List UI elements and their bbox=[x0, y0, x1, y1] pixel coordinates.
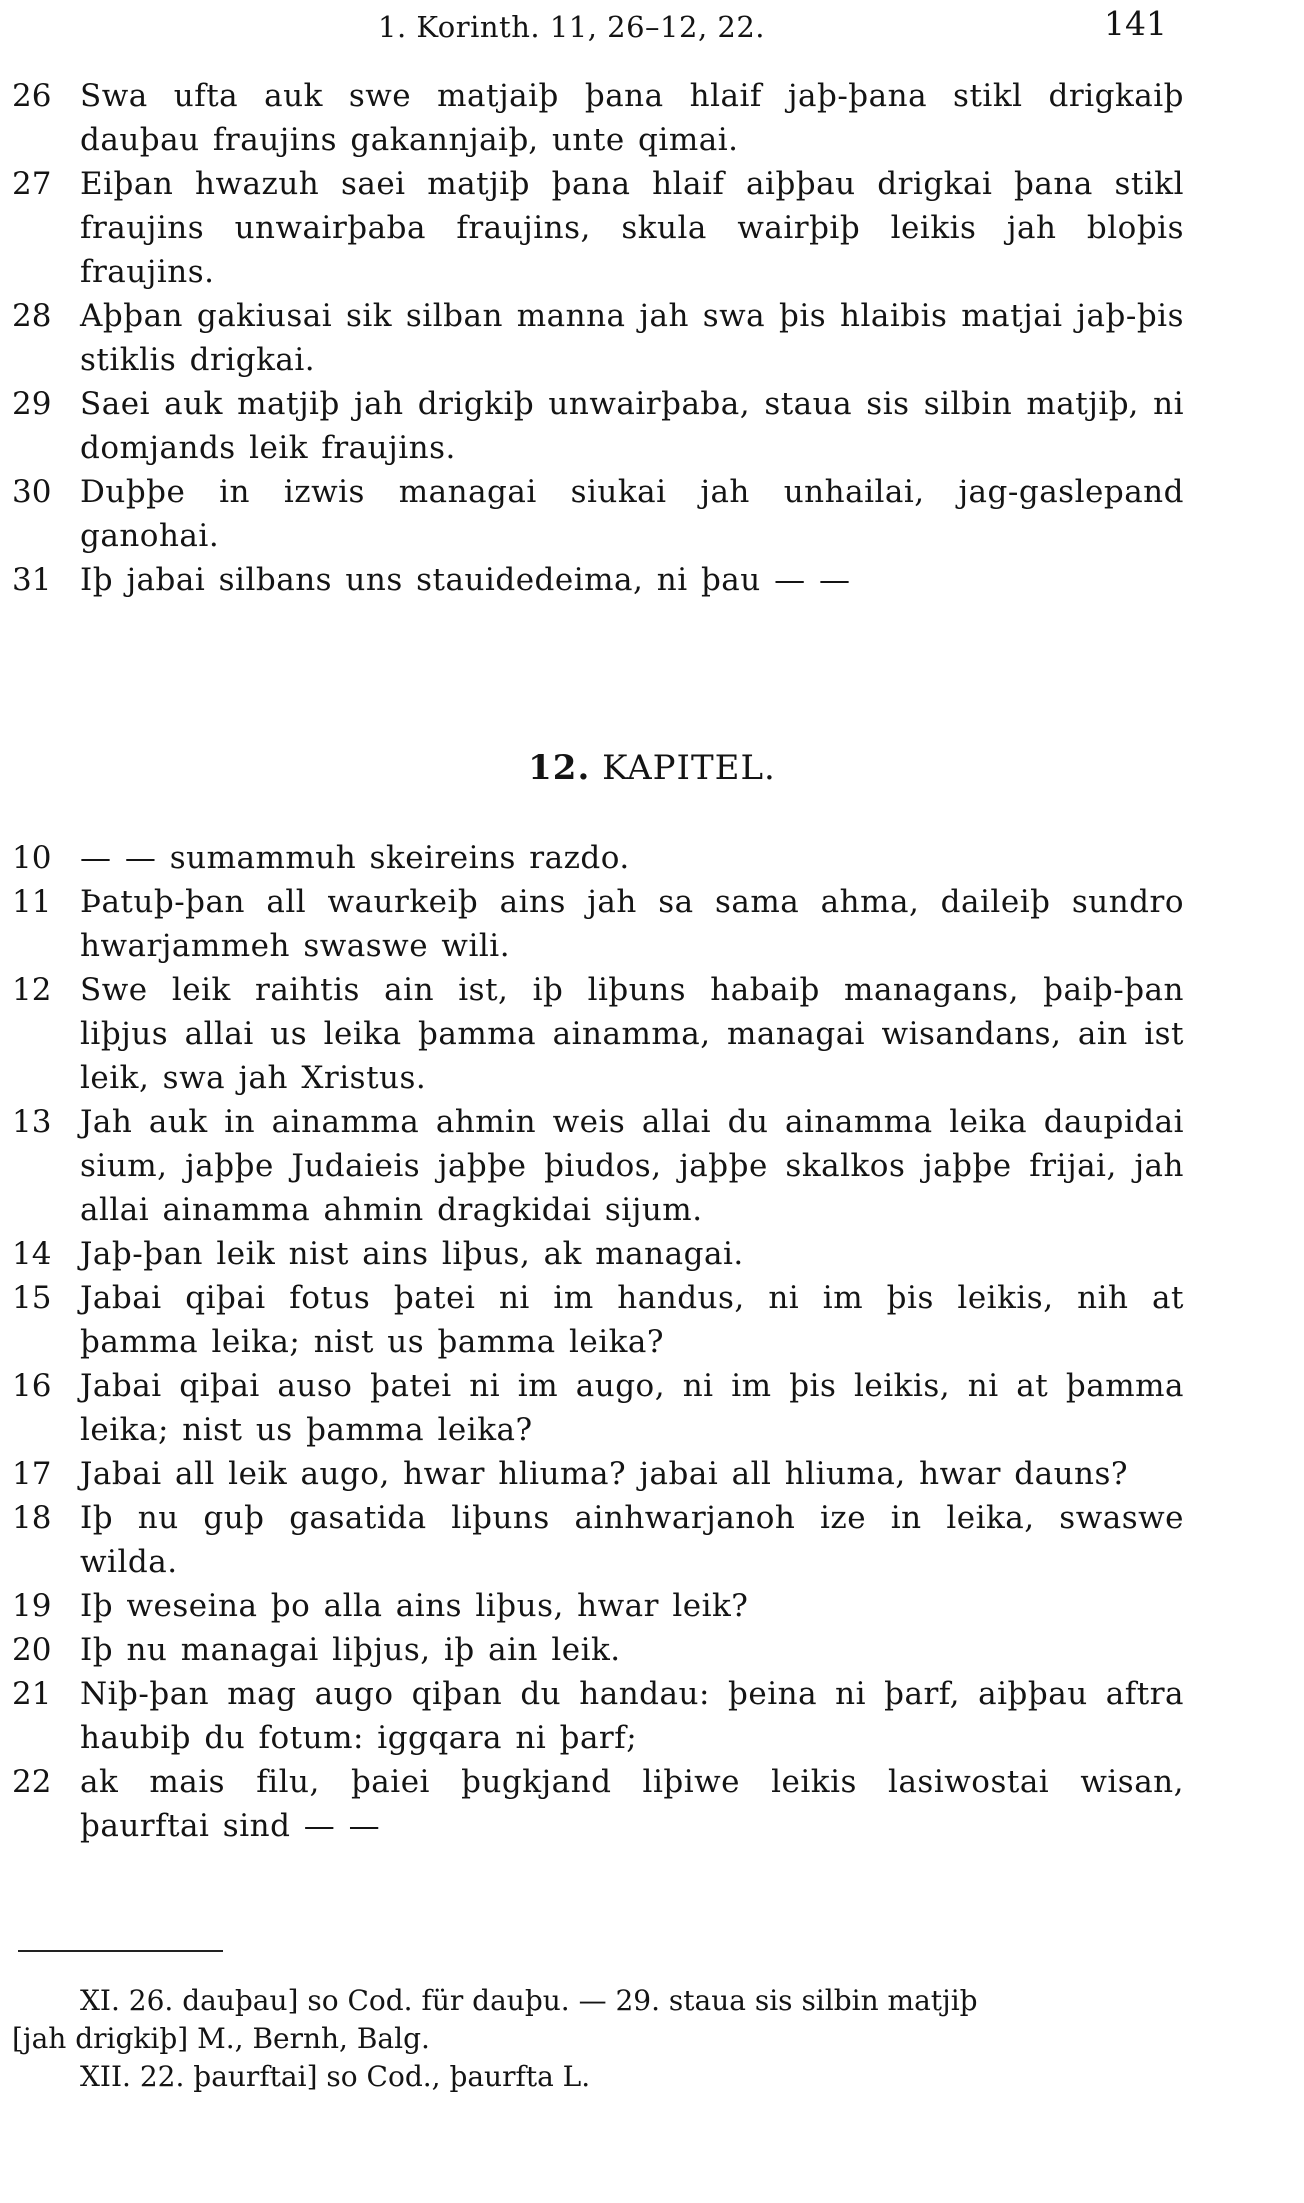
verse-number: 15 bbox=[12, 1280, 52, 1316]
verse bbox=[0, 968, 1304, 1100]
verse bbox=[0, 470, 1304, 558]
verse-number: 12 bbox=[12, 972, 52, 1008]
verse-text: Saei auk matjiþ jah drigkiþ unwairþaba, staua sis silbin matjiþ, ni domjands leik fraujins. bbox=[80, 386, 1184, 466]
verse-number: 29 bbox=[12, 386, 52, 422]
verse-text: Iþ nu guþ gasatida liþuns ainhwarjanoh ize in leika, swaswe wilda. bbox=[80, 1500, 1184, 1580]
verse bbox=[0, 294, 1304, 382]
footnote-divider bbox=[18, 1950, 223, 1952]
verse-text: Swa ufta auk swe matjaiþ þana hlaif jaþ-þana stikl drigkaiþ dauþau fraujins gakannjaiþ, unte qimai. bbox=[80, 78, 1184, 158]
verse-number: 20 bbox=[12, 1632, 52, 1668]
verse-text: Jah auk in ainamma ahmin weis allai du ainamma leika daupidai sium, jaþþe Judaieis jaþþe þiudos, jaþþe skalkos jaþþe frijai, jah allai ainamma ahmin dragkidai sijum. bbox=[80, 1104, 1184, 1228]
verse bbox=[0, 74, 1304, 162]
verse bbox=[0, 1276, 1304, 1364]
verse-text: Jabai qiþai auso þatei ni im augo, ni im þis leikis, ni at þamma leika; nist us þamma leika? bbox=[80, 1368, 1184, 1448]
verse-text: Iþ jabai silbans uns stauidedeima, ni þau — — bbox=[80, 562, 851, 598]
verse bbox=[0, 382, 1304, 470]
verse bbox=[0, 836, 1304, 880]
verse-text: ak mais filu, þaiei þugkjand liþiwe leikis lasiwostai wisan, þaurftai sind — — bbox=[80, 1764, 1184, 1844]
verse-text: Jabai all leik augo, hwar hliuma? jabai all hliuma, hwar dauns? bbox=[80, 1456, 1129, 1492]
verse bbox=[0, 1452, 1304, 1496]
verse-text: — — sumammuh skeireins razdo. bbox=[80, 840, 630, 876]
verse-number: 26 bbox=[12, 78, 52, 114]
running-title: 1. Korinth. 11, 26–12, 22. bbox=[378, 10, 766, 44]
verse-number: 17 bbox=[12, 1456, 52, 1492]
verse-text: Niþ-þan mag augo qiþan du handau: þeina ni þarf, aiþþau aftra haubiþ du fotum: iggqara ni þarf; bbox=[80, 1676, 1184, 1756]
verse-number: 28 bbox=[12, 298, 52, 334]
verse bbox=[0, 1760, 1304, 1848]
verse-number: 22 bbox=[12, 1764, 52, 1800]
verse-text: Jaþ-þan leik nist ains liþus, ak managai. bbox=[80, 1236, 744, 1272]
footnotes bbox=[12, 1982, 1184, 2096]
verse-number: 30 bbox=[12, 474, 52, 510]
verse-text: Eiþan hwazuh saei matjiþ þana hlaif aiþþau drigkai þana stikl fraujins unwairþaba fraujins, skula wairþiþ leikis jah bloþis fraujins. bbox=[80, 166, 1184, 290]
running-header bbox=[0, 4, 1304, 44]
verse bbox=[0, 1232, 1304, 1276]
verse-number: 19 bbox=[12, 1588, 52, 1624]
chapter-11-verses bbox=[0, 74, 1304, 602]
verse bbox=[0, 558, 1304, 602]
verse-text: Swe leik raihtis ain ist, iþ liþuns habaiþ managans, þaiþ-þan liþjus allai us leika þamma ainamma, managai wisandans, ain ist leik, swa jah Xristus. bbox=[80, 972, 1184, 1096]
verse bbox=[0, 1672, 1304, 1760]
chapter-12-verses bbox=[0, 836, 1304, 1848]
chapter-title: KAPITEL. bbox=[602, 748, 776, 788]
footnote-line: XII. 22. þaurftai] so Cod., þaurfta L. bbox=[80, 2060, 591, 2093]
verse bbox=[0, 880, 1304, 968]
verse-text: Iþ nu managai liþjus, iþ ain leik. bbox=[80, 1632, 621, 1668]
verse bbox=[0, 1100, 1304, 1232]
verse-number: 31 bbox=[12, 562, 52, 598]
page-number: 141 bbox=[1104, 4, 1167, 43]
chapter-heading bbox=[0, 748, 1304, 788]
verse-text: Duþþe in izwis managai siukai jah unhailai, jag-gaslepand ganohai. bbox=[80, 474, 1184, 554]
verse-number: 21 bbox=[12, 1676, 52, 1712]
verse-text: Jabai qiþai fotus þatei ni im handus, ni im þis leikis, nih at þamma leika; nist us þamma leika? bbox=[80, 1280, 1184, 1360]
verse-number: 13 bbox=[12, 1104, 52, 1140]
verse-text: Iþ weseina þo alla ains liþus, hwar leik? bbox=[80, 1588, 749, 1624]
footnote-line: [jah drigkiþ] M., Bernh, Balg. bbox=[12, 2022, 430, 2055]
verse-number: 10 bbox=[12, 840, 52, 876]
verse bbox=[0, 1496, 1304, 1584]
verse-number: 16 bbox=[12, 1368, 52, 1404]
verse-number: 11 bbox=[12, 884, 52, 920]
verse bbox=[0, 162, 1304, 294]
chapter-number: 12. bbox=[528, 748, 591, 788]
verse-number: 18 bbox=[12, 1500, 52, 1536]
footnote-line: XI. 26. dauþau] so Cod. für dauþu. — 29. staua sis silbin matjiþ bbox=[80, 1984, 978, 2017]
verse-text: Þatuþ-þan all waurkeiþ ains jah sa sama ahma, daileiþ sundro hwarjammeh swaswe wili. bbox=[80, 884, 1184, 964]
verse-number: 27 bbox=[12, 166, 52, 202]
verse-text: Aþþan gakiusai sik silban manna jah swa þis hlaibis matjai jaþ-þis stiklis drigkai. bbox=[80, 298, 1184, 378]
verse bbox=[0, 1584, 1304, 1628]
verse bbox=[0, 1628, 1304, 1672]
verse bbox=[0, 1364, 1304, 1452]
verse-number: 14 bbox=[12, 1236, 52, 1272]
